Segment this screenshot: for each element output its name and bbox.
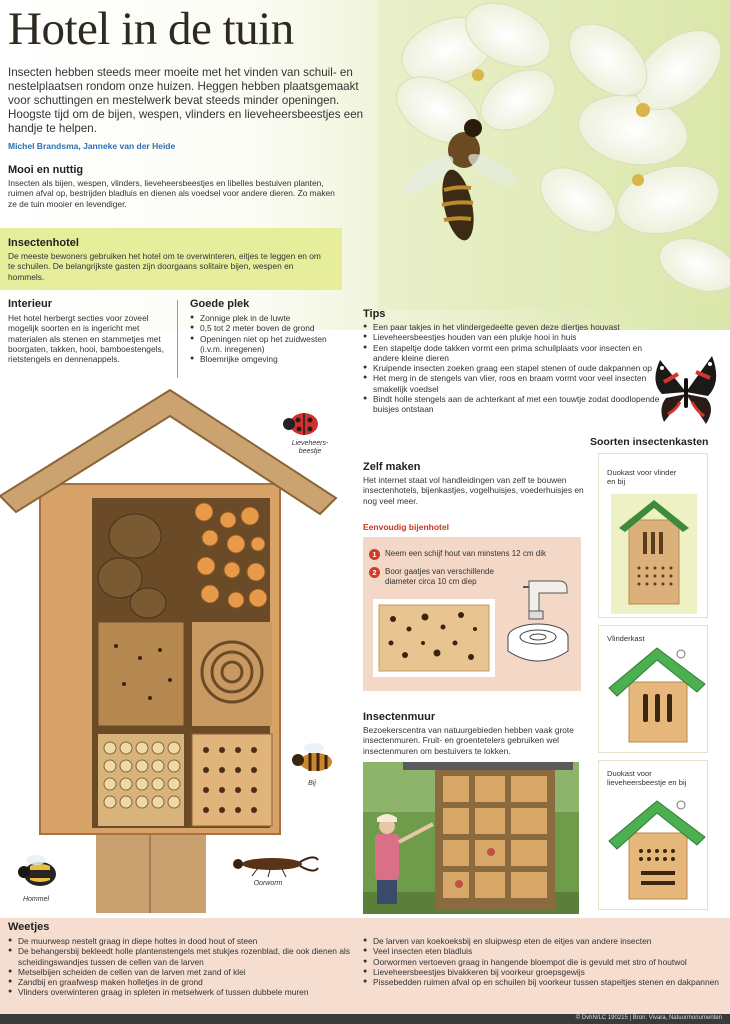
page-title: Hotel in de tuin: [8, 3, 294, 55]
list-item: ● Pissebedden ruimen afval op en schuilen bij voorkeur tussen stapeltjes stenen en dakpannen: [363, 977, 725, 987]
kast-card-duokast-vlinder-bij: [598, 453, 708, 618]
kast-card-duokast-lieveheersbeestje-bij: [598, 760, 708, 910]
step-number: 2: [369, 567, 380, 578]
butterfly-box-icon: [607, 644, 707, 748]
tips-list: [363, 322, 663, 415]
insectenmuur-heading: Insectenmuur: [363, 711, 436, 723]
list-item: ● Vlinders overwinteren graag in spleten in metselwerk of tussen dubbele muren: [8, 987, 353, 997]
insectenhotel-text: De meeste bewoners gebruiken het hotel om te overwinteren, eitjes te leggen en om te schuilen. De belangrijkste gasten zijn doorgaans solitaire bijen, wespen en hommels.: [8, 251, 321, 282]
caption-oorworm: Oorworm: [253, 880, 283, 887]
list-item: ● Bloemrijke omgeving: [190, 354, 340, 364]
goede-plek-list: [190, 313, 340, 364]
insect-wall-photo: [363, 762, 579, 914]
earwig-icon: [224, 850, 320, 878]
caption-hommel: Hommel: [22, 896, 50, 903]
wood-disc-icon: [505, 621, 571, 667]
list-item: ● De muurwesp nestelt graag in diepe holtes in dood hout of steen: [8, 936, 353, 946]
step-text: Boor gaatjes van verschillende diameter circa 10 cm diep: [385, 567, 494, 586]
goede-plek-heading: Goede plek: [190, 298, 250, 310]
list-item: ● Openingen niet op het zuidwesten (i.v.m. inregenen): [190, 334, 340, 355]
authors: Michel Brandsma, Janneke van der Heide: [8, 141, 176, 151]
list-item: ● 0,5 tot 2 meter boven de grond: [190, 323, 340, 333]
footer-credits: © DvhN/LC 190215 | Bron: Vivara, Natuurmonumenten: [575, 1015, 722, 1021]
weetjes-list-right: [363, 936, 725, 987]
intro-text: Insecten hebben steeds meer moeite met het vinden van schuil- en nestelplaatsen rondom onze huizen. Heggen hebben plaatsgemaakt voor schuttingen en mestelwerk bevat steeds minder openingen. Hoogste tijd om de bijen, wespen, vlinders en lieveheersbeestjes een handje te helpen.: [8, 66, 364, 135]
list-item: ● Veel insecten eten bladluis: [363, 946, 725, 956]
butterfly-icon: [650, 352, 722, 430]
zelf-maken-text: Het internet staat vol handleidingen van zelf te bouwen insectenhotels, bijenkastjes, vogelhuisjes, voederhuisjes en nog veel meer.: [363, 475, 584, 506]
ladybug-icon: [280, 408, 322, 438]
zelf-maken-heading: Zelf maken: [363, 461, 421, 473]
kast-label: Duokast voor vlinder en bij: [607, 468, 677, 486]
tips-heading: Tips: [363, 308, 386, 320]
list-item: ● Lieveheersbeestjes bivakkeren bij voorkeur groepsgewijs: [363, 967, 725, 977]
mooi-text: Insecten als bijen, wespen, vlinders, lieveheersbeestjes en libelles bestuiven planten, ruimen afval op, bestrijden bladluis en dienen als voedsel voor andere dieren. Zo maken ze de tuin mooier en levendiger.: [8, 178, 335, 209]
list-item: ● Bindt holle stengels aan de achterkant af met een touwtje zodat doodlopende buisjes ontstaan: [363, 394, 663, 415]
drill-icon: [523, 571, 573, 623]
kast-label: Duokast voor lieveheersbeestje en bij: [607, 769, 687, 787]
blossom-bee-illustration: [378, 0, 730, 310]
insectenhotel-heading: Insectenhotel: [8, 237, 79, 249]
list-item: ● Metselbijen scheiden de cellen van de larven met zand of klei: [8, 967, 353, 977]
eenvoudig-heading: Eenvoudig bijenhotel: [363, 522, 449, 532]
insect-hotel-illustration: [0, 388, 340, 913]
bee-small-icon: [286, 738, 338, 778]
list-item: ● Kruipende insecten zoeken graag een stapel stenen of oude dakpannen op: [363, 363, 663, 373]
column-divider: [177, 300, 178, 378]
list-item: ● De larven van koekoeksbij en sluipwesp eten de eitjes van andere insecten: [363, 936, 725, 946]
caption-bij: Bij: [308, 780, 316, 787]
interieur-text: Het hotel herbergt secties voor zoveel mogelijk soorten en is ingericht met materialen als stenen en stammetjes met boorgaten, takken, hooi, bamboestengels, rietstengels en dennenappels.: [8, 313, 164, 365]
interieur-heading: Interieur: [8, 298, 53, 310]
weetjes-list-left: [8, 936, 353, 998]
step-number: 1: [369, 549, 380, 560]
insectenmuur-text: Bezoekerscentra van natuurgebieden hebben vaak grote insectenmuren. Fruit- en groentetelers gebruiken wel insectenmuren om bestuivers te lokken.: [363, 725, 574, 756]
weetjes-heading: Weetjes: [8, 921, 50, 933]
list-item: ● De behangersbij bekleedt holle plantenstengels met stukjes rozenblad, die ook dienen als scheidingswandjes tussen de cellen van de larven: [8, 946, 353, 967]
ladybug-box-icon: [607, 791, 707, 907]
step-text: Neem een schijf hout van minstens 12 cm dik: [385, 549, 546, 558]
list-item: ● Een stapeltje dode takken vormt een prima schuilplaats voor insecten en andere kleine dieren: [363, 343, 663, 364]
list-item: ● Een paar takjes in het vlindergedeelte geven deze diertjes houvast: [363, 322, 663, 332]
soorten-heading: Soorten insectenkasten: [590, 436, 709, 448]
kast-label: Vlinderkast: [607, 634, 645, 643]
list-item: ● Het merg in de stengels van vlier, roos en braam vormt voor veel insecten smakelijk voedsel: [363, 373, 663, 394]
list-item: ● Oorwormen vertoeven graag in hangende bloempot die is gevuld met stro of houtwol: [363, 957, 725, 967]
list-item: ● Zonnige plek in de luwte: [190, 313, 340, 323]
eenvoudig-panel: [363, 537, 581, 691]
caption-lieveheersbeestje: Lieveheers-beestje: [291, 440, 329, 455]
kast-card-vlinderkast: [598, 625, 708, 753]
bumblebee-icon: [12, 852, 64, 894]
mooi-heading: Mooi en nuttig: [8, 164, 84, 176]
drilled-wood-icon: [373, 599, 495, 677]
list-item: ● Lieveheersbeestjes houden van een plukje hooi in huis: [363, 332, 663, 342]
list-item: ● Zandbij en graafwesp maken holletjes in de grond: [8, 977, 353, 987]
insect-box-icon: [611, 494, 697, 614]
